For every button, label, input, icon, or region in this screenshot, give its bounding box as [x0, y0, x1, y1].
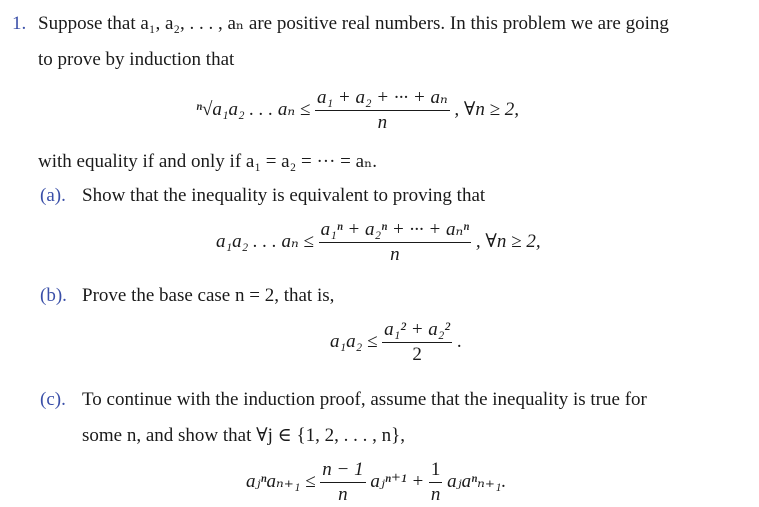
part-c-fraction-1 — [320, 458, 365, 507]
part-a-denominator: n — [390, 244, 400, 265]
part-b-equation — [330, 318, 462, 367]
equation-main-denominator: n — [377, 112, 388, 133]
part-b-label: (b). — [40, 285, 67, 306]
part-b-lhs: a₁a₂ ≤ — [330, 330, 378, 352]
part-c-lhs: aⱼⁿaₙ₊₁ ≤ — [246, 470, 316, 492]
problem-intro-line2: to prove by induction that — [38, 49, 235, 70]
part-c-fraction-1-denominator: n — [338, 484, 348, 505]
part-b-numerator: a₁² + a₂² — [382, 318, 452, 343]
part-b-text: Prove the base case n = 2, that is, — [82, 285, 335, 306]
part-c-text-line2: some n, and show that ∀j ∈ {1, 2, . . . , n}, — [82, 425, 405, 446]
equation-main-tail: , ∀n ≥ 2, — [454, 98, 520, 120]
equation-main-fraction — [315, 86, 450, 135]
part-c-label: (c). — [40, 389, 66, 410]
problem-number: 1. — [12, 13, 27, 34]
equation-main-numerator: a₁ + a₂ + ··· + aₙ — [315, 86, 450, 111]
part-a-fraction — [319, 218, 472, 267]
part-a-text: Show that the inequality is equivalent to proving that — [82, 185, 486, 206]
equation-main — [196, 86, 519, 135]
part-c-fraction-2-numerator: 1 — [429, 458, 443, 483]
problem-intro-line1: Suppose that a₁, a₂, . . . , aₙ are positive real numbers. In this problem we are going — [38, 13, 669, 34]
equality-condition: with equality if and only if a₁ = a₂ = ··· = aₙ. — [38, 151, 378, 172]
part-c-fraction-2 — [429, 458, 443, 507]
part-a-tail: , ∀n ≥ 2, — [475, 230, 541, 252]
equation-main-lhs: ⁿ√a₁a₂ . . . aₙ ≤ — [196, 98, 311, 120]
part-b-tail: . — [456, 330, 462, 352]
part-b-fraction — [382, 318, 452, 367]
part-c-tail: aⱼaⁿₙ₊₁. — [447, 470, 507, 492]
part-a-numerator: a₁ⁿ + a₂ⁿ + ··· + aₙⁿ — [319, 218, 472, 243]
part-c-middle: aⱼⁿ⁺¹ + — [370, 470, 425, 492]
part-c-fraction-2-denominator: n — [430, 484, 441, 505]
part-c-equation — [246, 458, 506, 507]
part-b-denominator: 2 — [412, 344, 422, 365]
part-a-label: (a). — [40, 185, 66, 206]
part-c-text-line1: To continue with the induction proof, assume that the inequality is true for — [82, 389, 647, 410]
part-a-lhs: a₁a₂ . . . aₙ ≤ — [216, 230, 314, 252]
part-c-fraction-1-numerator: n − 1 — [320, 458, 365, 483]
part-a-equation — [216, 218, 541, 267]
